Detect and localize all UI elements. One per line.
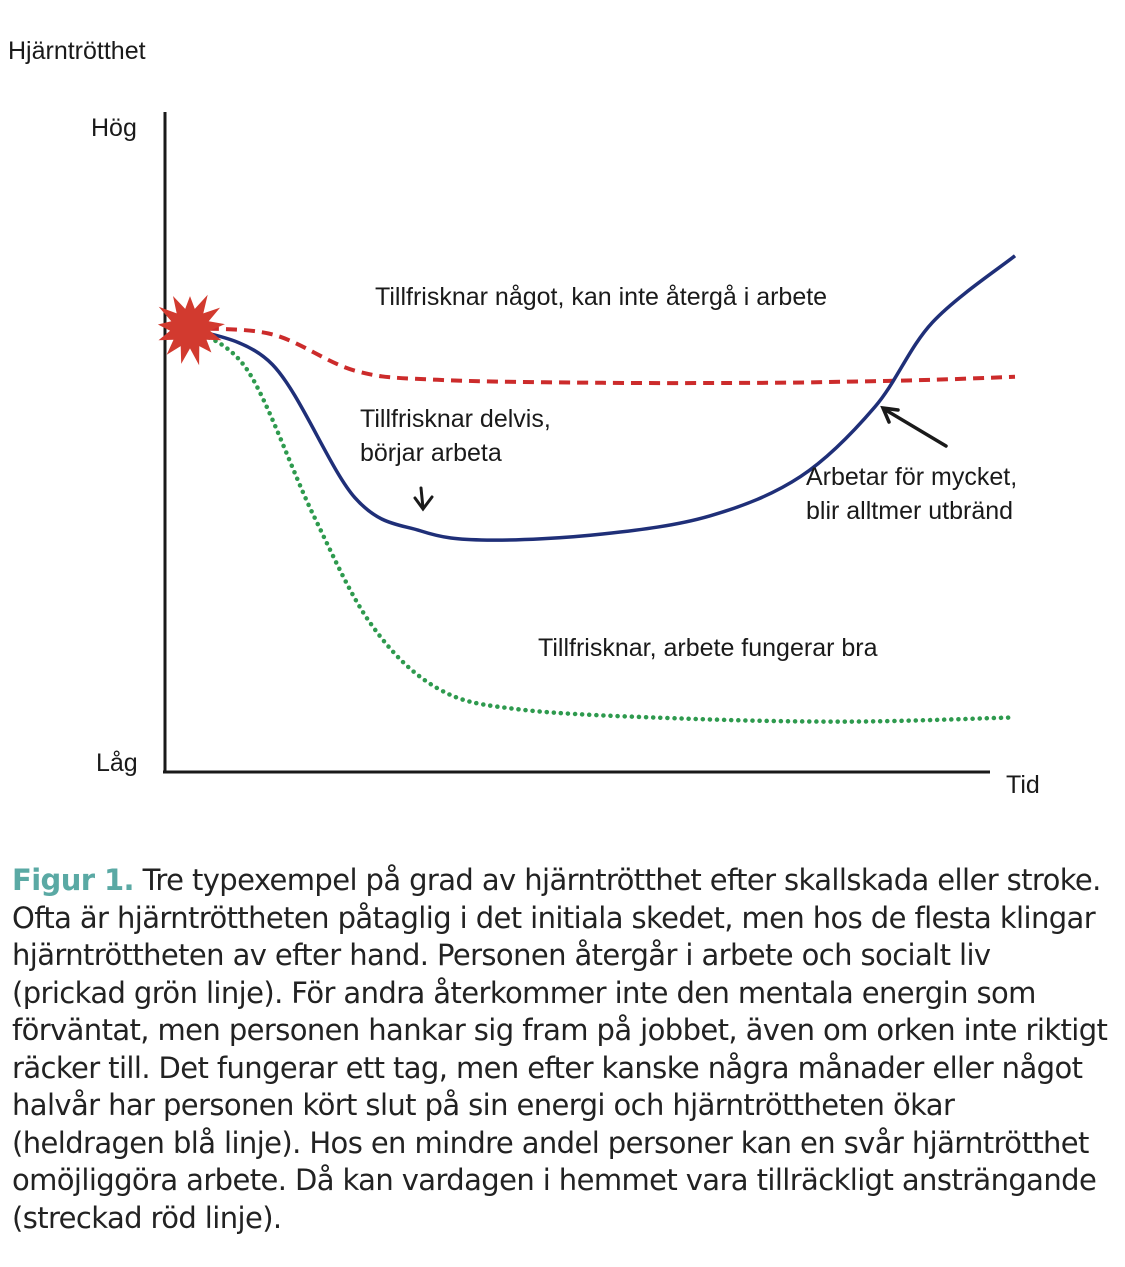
series-green-dotted-line (190, 328, 1018, 721)
x-axis-title: Tid (1006, 771, 1040, 799)
y-tick-low: Låg (96, 749, 138, 777)
arrow-icon (415, 488, 432, 509)
annotation-blue-line-1: Tillfrisknar delvis, (360, 405, 551, 433)
caption-text: Tre typexempel på grad av hjärntrötthet efter skallskada eller stroke. Ofta är hjärntröttheten påtaglig i det initiala skedet, men hos de flesta klingar hjärntröttheten av efter hand. Personen återgår i arbete och socialt liv (prickad grön linje). För andra återkommer inte den mentala energin som förväntat, men personen hankar sig fram på jobbet, även om orken inte riktigt räcker till. Det fungerar ett tag, men efter kanske några månader eller något halvår har personen kört slut på sin energi och hjärntröttheten ökar (heldragen blå linje). Hos en mindre andel personer kan en svår hjärntrötthet omöjliggöra arbete. Då kan vardagen i hemmet vara tillräckligt ansträngande (streckad röd linje). (12, 863, 1108, 1235)
arrow-icon (883, 408, 946, 446)
figure-label: Figur 1. (12, 863, 134, 897)
y-axis-title: Hjärntrötthet (8, 37, 146, 65)
figure-caption (12, 862, 1112, 1237)
annotation-red-line: Tillfrisknar något, kan inte återgå i arbete (375, 283, 828, 311)
annotation-blue-right-1: Arbetar för mycket, (806, 463, 1018, 491)
annotation-blue-right-2: blir alltmer utbränd (806, 497, 1014, 525)
series-red-dashed-line (190, 328, 1015, 383)
annotation-green-line: Tillfrisknar, arbete fungerar bra (538, 634, 878, 662)
annotation-blue-line-2: börjar arbeta (360, 439, 502, 467)
y-tick-high: Hög (91, 114, 137, 142)
